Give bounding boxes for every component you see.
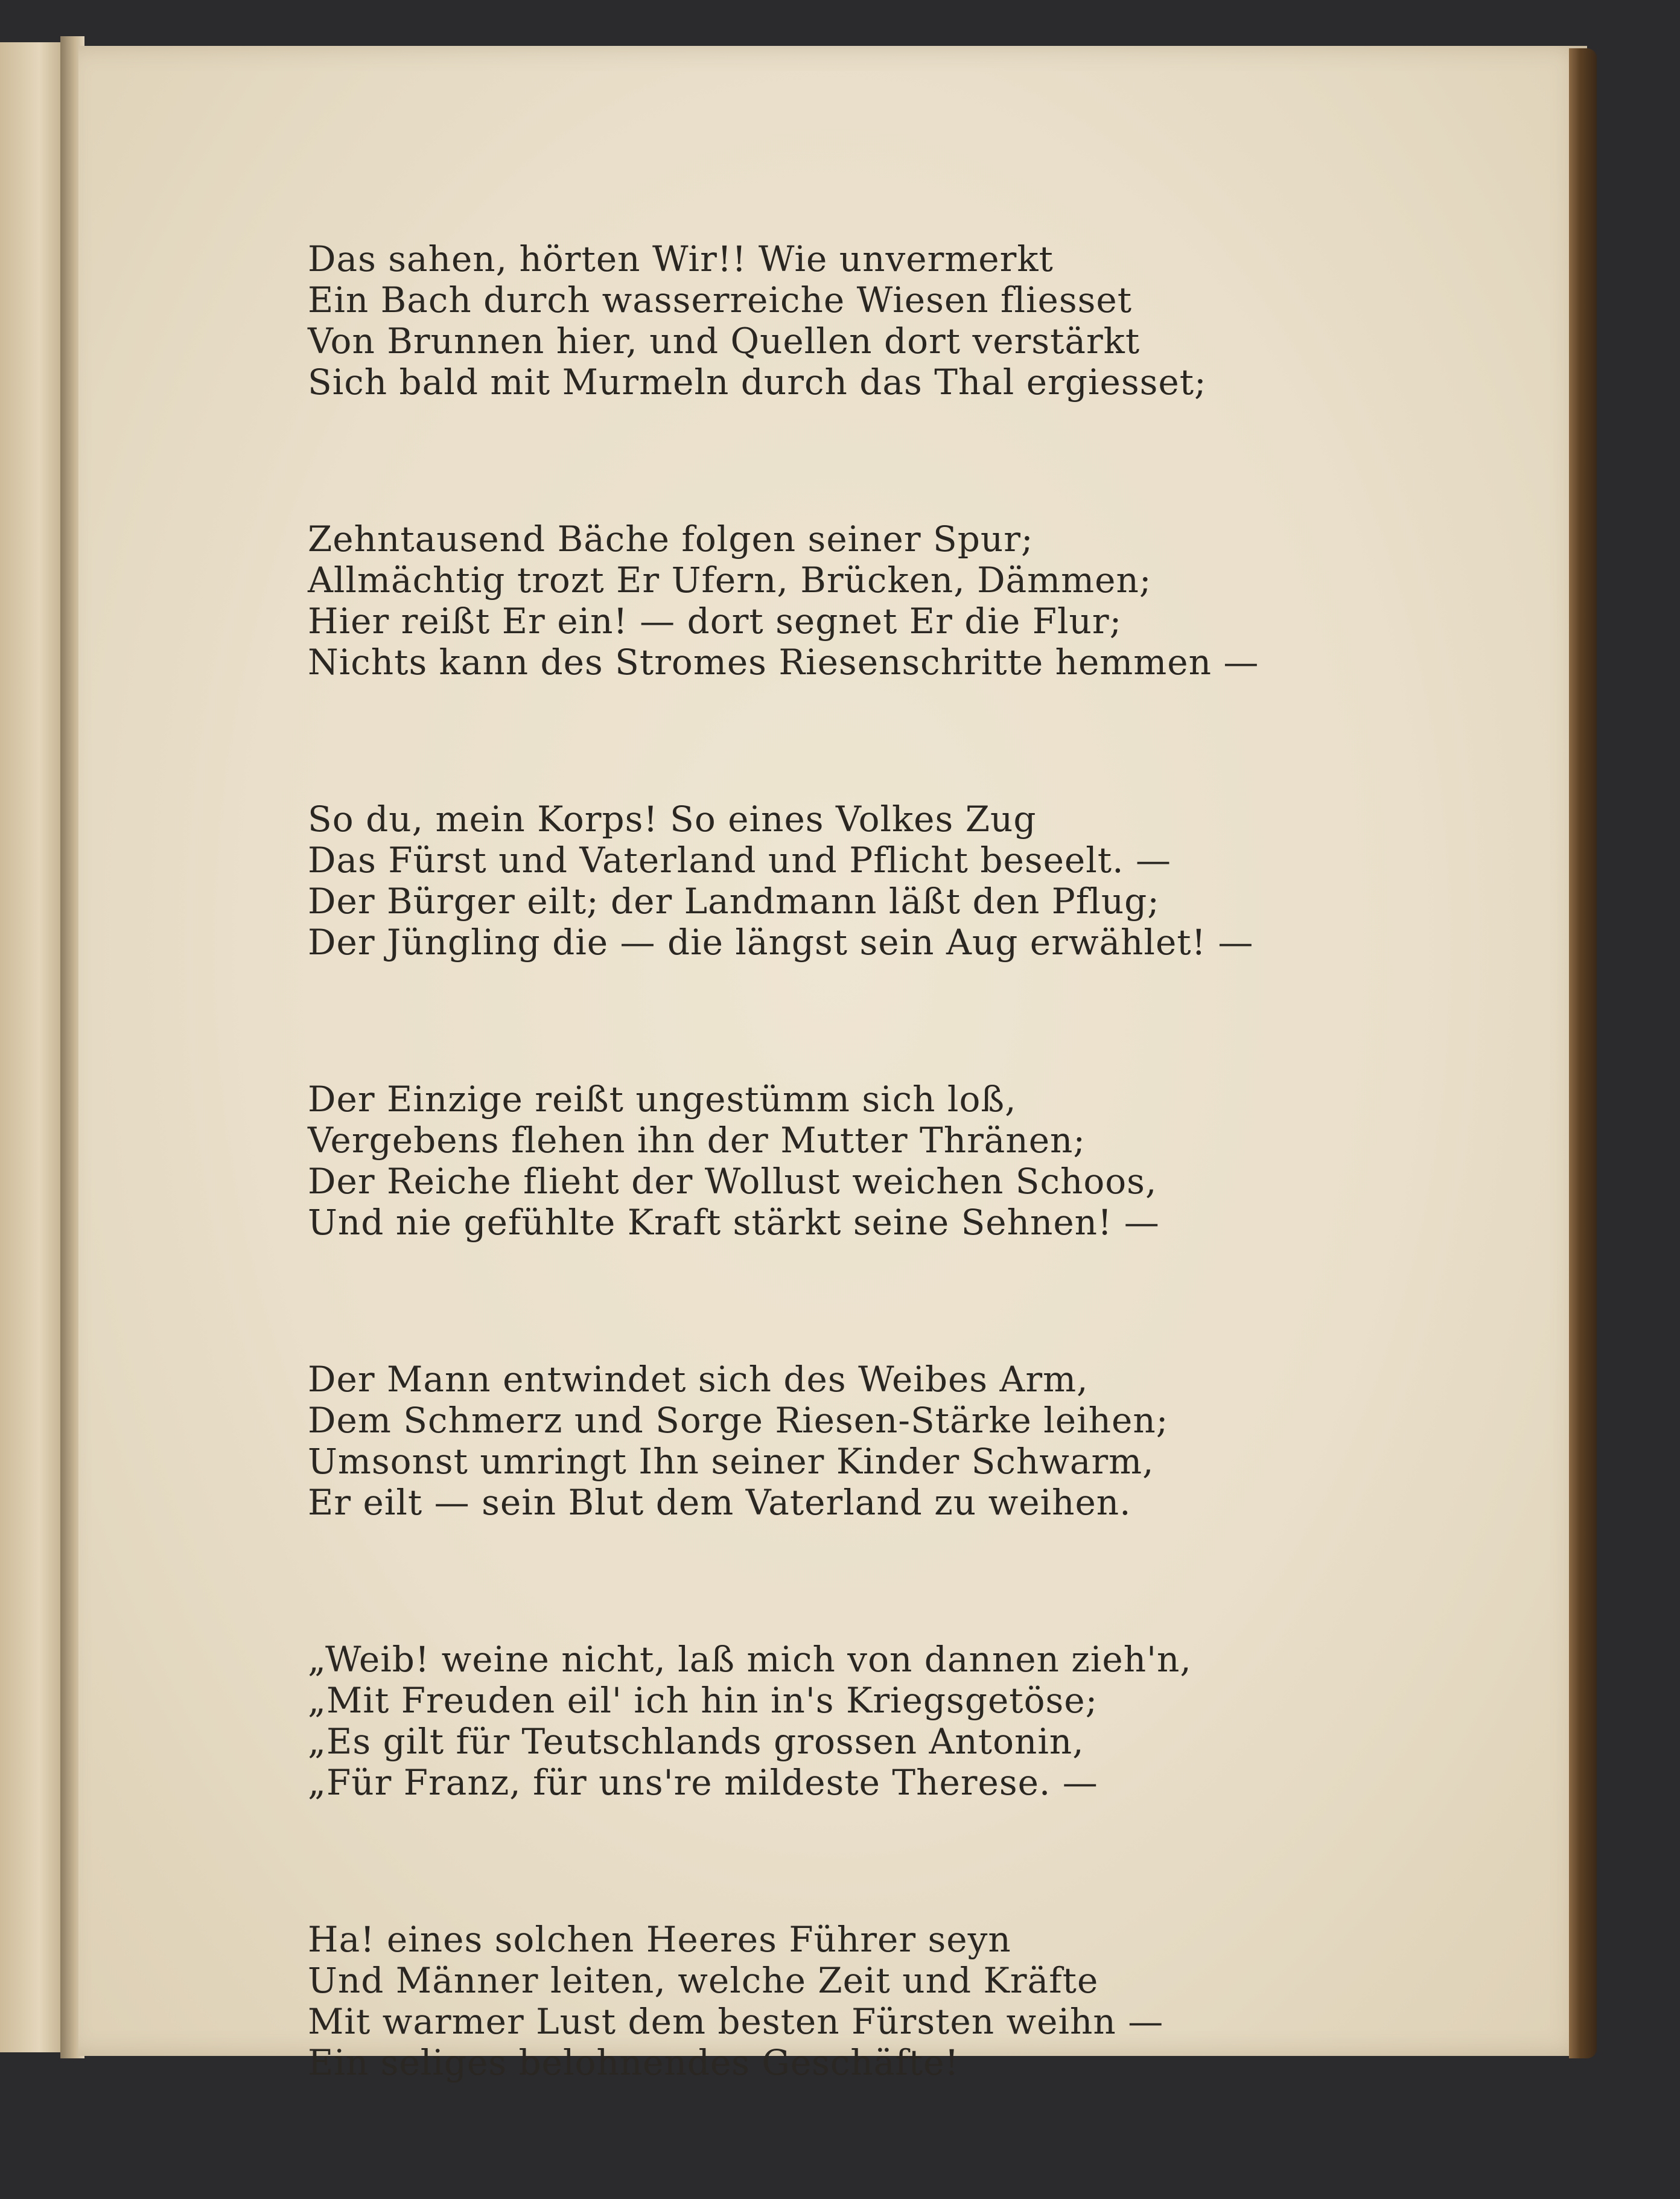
poem-line: So du, mein Korps! So eines Volkes Zug: [308, 799, 1037, 840]
poem-line: Von Brunnen hier, und Quellen dort verstärkt: [308, 321, 1141, 362]
book-cover-edge: [1569, 48, 1597, 2058]
poem-line: „Für Franz, für uns're mildeste Therese. —: [308, 1762, 1098, 1803]
poem-line: Nichts kann des Stromes Riesenschritte hemmen —: [308, 642, 1259, 683]
poem-line: Zehntausend Bäche folgen seiner Spur;: [308, 519, 1034, 560]
poem-line: Der Jüngling die — die längst sein Aug erwählet! —: [308, 922, 1254, 963]
poem-line: Dem Schmerz und Sorge Riesen-Stärke leihen;: [308, 1400, 1169, 1441]
poem-text: [308, 238, 1454, 2199]
poem-line: „Mit Freuden eil' ich hin in's Kriegsgetöse;: [308, 1680, 1098, 1721]
poem-line: „Weib! weine nicht, laß mich von dannen zieh'n,: [308, 1639, 1192, 1680]
poem-line: „Es gilt für Teutschlands grossen Antonin,: [308, 1721, 1084, 1762]
poem-line: Und Männer leiten, welche Zeit und Kräfte: [308, 1960, 1099, 2001]
stanza-3: [308, 799, 1454, 963]
poem-line: Das Fürst und Vaterland und Pflicht beseelt. —: [308, 840, 1171, 881]
poem-line: Ha! eines solchen Heeres Führer seyn: [308, 1919, 1011, 1960]
poem-line: Ein Bach durch wasserreiche Wiesen fliesset: [308, 279, 1133, 321]
poem-line: Allmächtig trozt Er Ufern, Brücken, Dämmen;: [308, 560, 1152, 601]
poem-line: Ein seliges belohnendes Geschäfte!: [308, 2042, 959, 2083]
stanza-7: [308, 1919, 1454, 2083]
poem-line: Er eilt — sein Blut dem Vaterland zu weihen.: [308, 1482, 1131, 1523]
poem-line: Mit warmer Lust dem besten Fürsten weihn —: [308, 2001, 1164, 2042]
poem-line: Hier reißt Er ein! — dort segnet Er die Flur;: [308, 601, 1122, 642]
poem-line: Der Mann entwindet sich des Weibes Arm,: [308, 1359, 1089, 1400]
stanza-4: [308, 1079, 1454, 1243]
poem-line: Das sahen, hörten Wir!! Wie unvermerkt: [308, 238, 1054, 279]
poem-line: Der Reiche flieht der Wollust weichen Schoos,: [308, 1161, 1157, 1202]
poem-line: Der Bürger eilt; der Landmann läßt den Pflug;: [308, 881, 1160, 922]
poem-line: Der Einzige reißt ungestümm sich loß,: [308, 1079, 1017, 1120]
poem-line: Umsonst umringt Ihn seiner Kinder Schwarm,: [308, 1441, 1154, 1482]
poem-line: Und nie gefühlte Kraft stärkt seine Sehnen! —: [308, 1202, 1160, 1243]
poem-line: Vergebens flehen ihn der Mutter Thränen;: [308, 1120, 1086, 1161]
stanza-5: [308, 1359, 1454, 1523]
stanza-1: [308, 238, 1454, 403]
poem-line: Sich bald mit Murmeln durch das Thal ergiesset;: [308, 362, 1207, 403]
stanza-2: [308, 519, 1454, 683]
stanza-6: [308, 1639, 1454, 1803]
